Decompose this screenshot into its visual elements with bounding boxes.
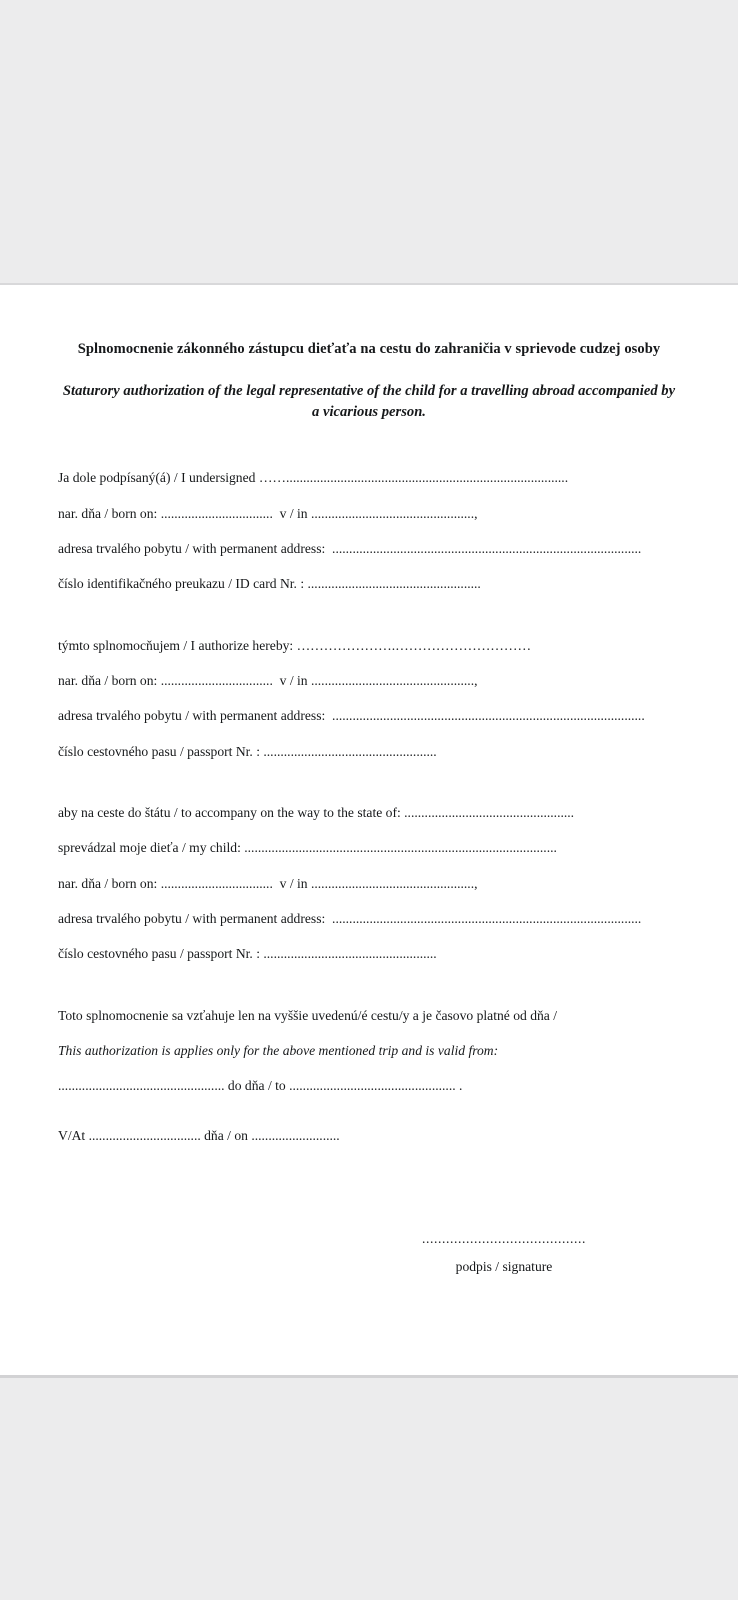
field-born-on-child: nar. dňa / born on: ................................. v / in ................................................, (58, 875, 478, 891)
field-address-child: adresa trvalého pobytu / with permanent address: ........................................................................................... (58, 910, 642, 926)
field-authorize-hereby: týmto splnomocňujem / I authorize hereby: ………………….………………………… (58, 637, 532, 653)
signature-line: ......................................... (422, 1231, 586, 1246)
validity-text-en: This authorization is applies only for the above mentioned trip and is valid from: (58, 1042, 499, 1058)
field-born-on-authorized: nar. dňa / born on: ................................. v / in ................................................, (58, 672, 478, 688)
page-title-sk: Splnomocnenie zákonného zástupcu dieťaťa na cestu do zahraničia v sprievode cudzej osoby (77, 341, 661, 357)
field-passport-number-child: číslo cestovného pasu / passport Nr. : ................................................... (58, 946, 437, 962)
document-page (0, 285, 738, 1375)
field-place-and-date: V/At ................................. dňa / on .......................... (58, 1127, 340, 1143)
page-content (0, 285, 738, 1275)
field-address-principal: adresa trvalého pobytu / with permanent address: ........................................................................................... (58, 540, 642, 556)
field-id-card-number: číslo identifikačného preukazu / ID card Nr. : ................................................... (58, 576, 481, 592)
field-passport-number-authorized: číslo cestovného pasu / passport Nr. : ................................................... (58, 743, 437, 759)
field-undersigned: Ja dole podpísaný(á) / I undersigned ……................................................................................... (58, 470, 569, 486)
field-my-child: sprevádzal moje dieťa / my child: ............................................................................................ (58, 840, 557, 856)
signature-label: podpis / signature (455, 1259, 553, 1274)
section-principal (58, 469, 680, 593)
validity-text-sk: Toto splnomocnenie sa vzťahuje len na vyššie uvedenú/é cestu/y a je časovo platné od dňa / (58, 1007, 557, 1023)
page-title-en: Staturory authorization of the legal representative of the child for a travelling abroad accompanied by a vicarious person. (62, 382, 676, 420)
field-address-authorized: adresa trvalého pobytu / with permanent address: ............................................................................................ (58, 708, 645, 724)
signature-block (58, 1231, 680, 1275)
spacer-3 (58, 981, 680, 1007)
spacer-1 (58, 611, 680, 637)
page-bottom-edge (0, 1375, 738, 1378)
spacer-2 (58, 778, 680, 804)
section-child (58, 804, 680, 964)
section-validity (58, 1007, 680, 1096)
field-destination-state: aby na ceste do štátu / to accompany on the way to the state of: .................................................. (58, 804, 575, 820)
validity-dates: ................................................. do dňa / to ................................................. . (58, 1078, 463, 1094)
field-born-on-principal: nar. dňa / born on: ................................. v / in ................................................, (58, 505, 478, 521)
section-authorized-person (58, 637, 680, 761)
spacer-4 (58, 1113, 680, 1127)
